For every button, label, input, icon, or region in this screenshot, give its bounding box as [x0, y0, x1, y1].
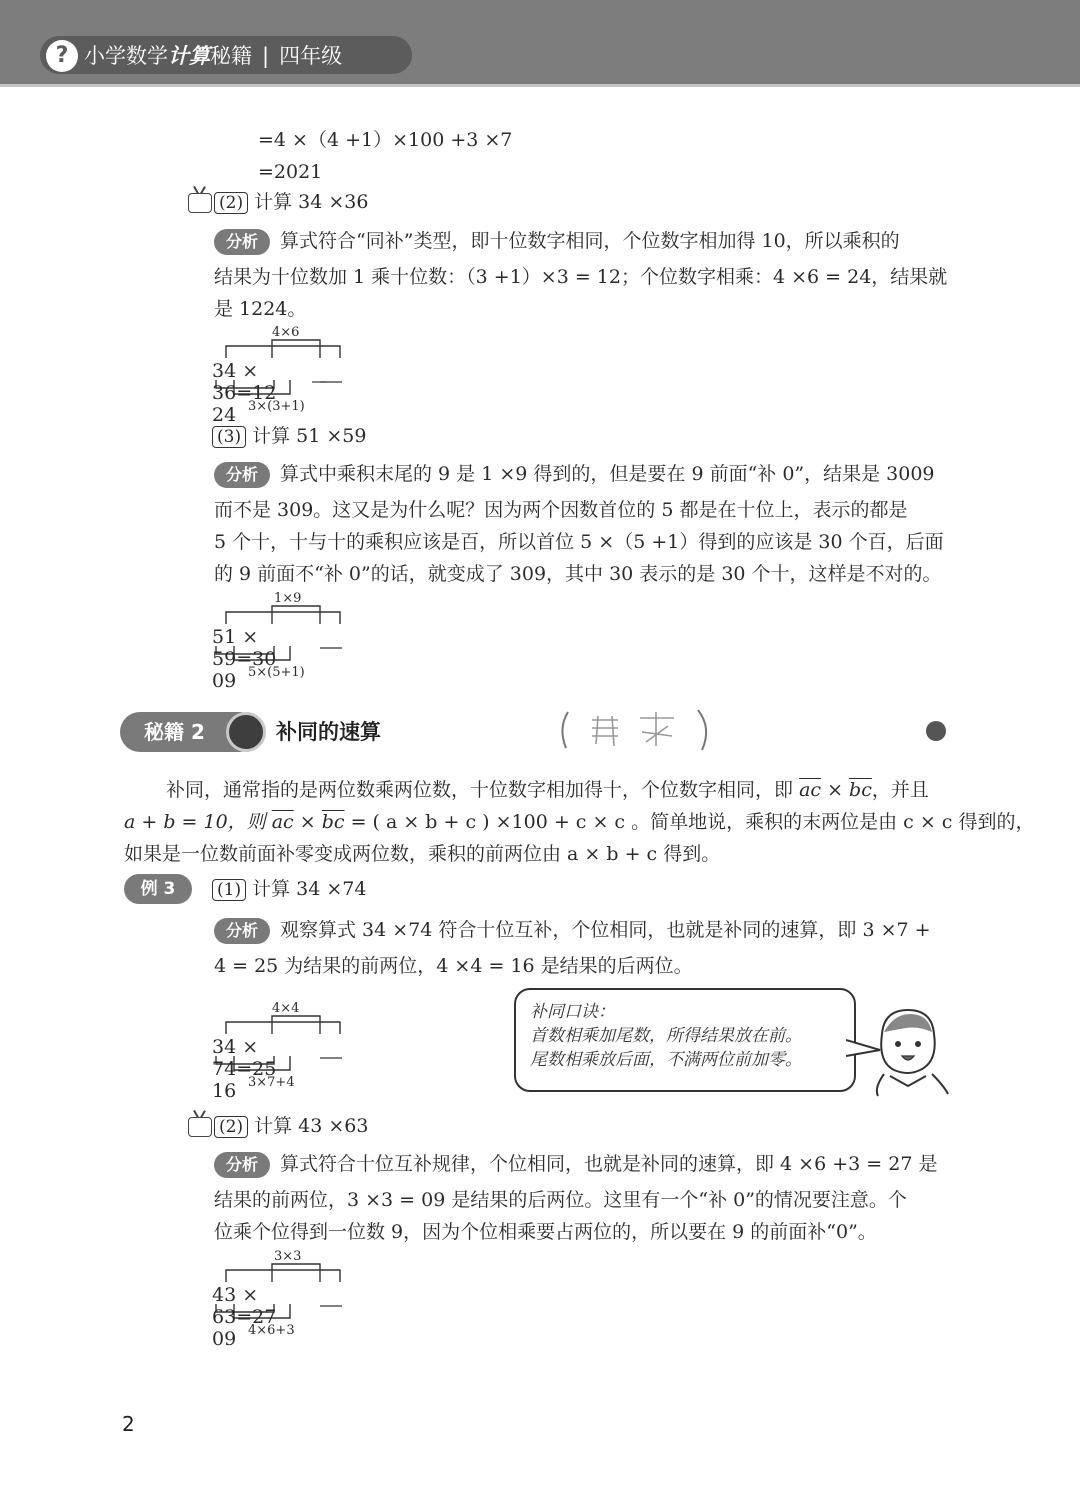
- analysis-text: 算式符合十位互补规律，个位相同，也就是补同的速算，即 4 ×6 +3 = 27 是: [280, 1153, 938, 1175]
- analysis-text: 算式中乘积末尾的 9 是 1 ×9 得到的，但是要在 9 前面“补 0”，结果是 3009: [280, 463, 935, 485]
- overline-ac: $\overline{ac}$: [271, 811, 294, 833]
- example-badge: 例 3: [124, 874, 192, 904]
- question-number: (2): [214, 1116, 248, 1138]
- bubble-line: 首数相乘加尾数，所得结果放在前。: [530, 1026, 802, 1046]
- tv-icon: [188, 1117, 212, 1137]
- analysis-line: 5 个十，十与十的乘积应该是百，所以首位 5 ×（5 +1）得到的应该是 30 个百，后面: [214, 531, 944, 553]
- factor-left: 34: [212, 1036, 237, 1058]
- equals-sign: =: [236, 1058, 253, 1080]
- overline-bc: $\overline{bc}$: [321, 811, 345, 833]
- result-back: 24: [212, 404, 237, 426]
- factor-left: 43: [212, 1284, 237, 1306]
- title-part-a: 小学数学: [84, 44, 168, 68]
- bubble-title: 补同口诀：: [530, 1002, 615, 1022]
- title-separator: |: [262, 44, 270, 68]
- multiply-sign: ×: [827, 779, 843, 801]
- result-front: 25: [252, 1058, 277, 1080]
- intro-line-3: 如果是一位数前面补零变成两位数，乘积的前两位由 a × b + c 得到。: [124, 843, 721, 865]
- diagram-bottom-label: 3×(3+1): [248, 399, 305, 414]
- overline-ac: $\overline{ac}$: [799, 779, 822, 801]
- diagram-equation: [212, 1284, 276, 1350]
- analysis-line: 的 9 前面不“补 0”的话，就变成了 309，其中 30 表示的是 30 个十，这样是不对的。: [214, 563, 942, 585]
- diagram-top-label: 4×4: [272, 1001, 300, 1016]
- section-label: 秘籍 2: [144, 720, 205, 744]
- result-back: 16: [212, 1080, 237, 1102]
- book-title: [84, 40, 342, 72]
- question-number: (3): [212, 426, 246, 448]
- section-end-dot-icon: [926, 721, 946, 741]
- intro-text: a + b = 10，则: [124, 811, 266, 833]
- multiply-sign: ×: [242, 626, 259, 648]
- diagram-top-label: 4×6: [272, 325, 300, 340]
- question-2-heading: [188, 190, 368, 214]
- analysis-line: [214, 225, 900, 257]
- result-front: 12: [252, 382, 277, 404]
- analysis-line: 4 = 25 为结果的前两位，4 ×4 = 16 是结果的后两位。: [214, 955, 693, 977]
- diagram-equation: [212, 1036, 276, 1102]
- analysis-line: 而不是 309。这又是为什么呢？因为两个因数首位的 5 都是在十位上，表示的都是: [214, 499, 908, 521]
- cartoon-character-icon: [864, 1004, 954, 1100]
- analysis-badge: 分析: [214, 462, 270, 488]
- title-part-c: 秘籍: [210, 44, 252, 68]
- intro-text: 补同，通常指的是两位数乘两位数，十位数字相加得十，个位数字相同，即: [166, 779, 794, 801]
- page-header: [0, 0, 1080, 87]
- analysis-text: 观察算式 34 ×74 符合十位互补，个位相同，也就是补同的速算，即 3 ×7 +: [280, 919, 931, 941]
- factor-left: 34: [212, 360, 237, 382]
- section-title: 补同的速算: [276, 720, 381, 744]
- page-number: 2: [122, 1412, 135, 1436]
- factor-left: 51: [212, 626, 237, 648]
- multiply-sign: ×: [299, 811, 316, 833]
- intro-line-2: [124, 806, 1034, 838]
- factor-right: 59: [212, 648, 237, 670]
- multiply-sign: ×: [242, 360, 259, 382]
- diagram-equation: [212, 626, 276, 692]
- diagram-equation: [212, 360, 276, 426]
- diagram-bottom-label: 4×6+3: [248, 1323, 295, 1338]
- overline-bc: $\overline{bc}$: [849, 779, 872, 801]
- multiply-sign: ×: [242, 1284, 259, 1306]
- calc-line-1: =4 ×（4 +1）×100 +3 ×7: [258, 129, 513, 151]
- analysis-badge: 分析: [214, 918, 270, 944]
- diagram-top-label: 3×3: [274, 1249, 302, 1264]
- question-number: (1): [212, 879, 246, 901]
- analysis-badge: 分析: [214, 1152, 270, 1178]
- calc-line-2: =2021: [258, 161, 323, 183]
- analysis-line: 结果的前两位，3 ×3 = 09 是结果的后两位。这里有一个“补 0”的情况要注意。个: [214, 1189, 907, 1211]
- handwritten-stamp: [556, 706, 716, 756]
- intro-text: = ( a × b + c ) ×100 + c × c 。简单地说，乘积的末两位是由 c × c 得到的，: [350, 811, 1035, 833]
- title-part-b: 计算: [168, 44, 210, 68]
- analysis-line: 位乘个位得到一位数 9，因为个位相乘要占两位的，所以要在 9 的前面补“0”。: [214, 1221, 877, 1243]
- diagram-bottom-label: 3×7+4: [248, 1075, 295, 1090]
- factor-right: 36: [212, 382, 237, 404]
- result-back: 09: [212, 670, 237, 692]
- question-text: 计算 34 ×36: [254, 191, 369, 213]
- analysis-text: 算式符合“同补”类型，即十位数字相同，个位数字相加得 10，所以乘积的: [280, 230, 900, 252]
- multiply-sign: ×: [242, 1036, 259, 1058]
- analysis-line: 结果为十位数加 1 乘十位数：（3 +1）×3 = 12；个位数字相乘：4 ×6 = 24，结果就: [214, 266, 948, 288]
- result-front: 27: [252, 1306, 277, 1328]
- grade-label: 四年级: [279, 44, 343, 68]
- analysis-line: [214, 914, 931, 946]
- handwritten-mark-icon: [556, 706, 716, 752]
- question-number: (2): [214, 192, 248, 214]
- section-dot-icon: [226, 712, 266, 752]
- intro-line-1: [166, 774, 929, 806]
- factor-right: 63: [212, 1306, 237, 1328]
- book-logo-icon: ?: [46, 40, 78, 72]
- equals-sign: =: [236, 1306, 253, 1328]
- question-3-heading: [212, 424, 366, 448]
- analysis-line: [214, 458, 935, 490]
- question-text: 计算 34 ×74: [252, 878, 367, 900]
- question-text: 计算 51 ×59: [252, 425, 367, 447]
- example-q2-heading: [188, 1114, 368, 1138]
- diagram-bottom-label: 5×(5+1): [248, 665, 305, 680]
- result-back: 09: [212, 1328, 237, 1350]
- tv-icon: [188, 193, 212, 213]
- analysis-line: 是 1224。: [214, 298, 307, 320]
- equals-sign: =: [236, 382, 253, 404]
- diagram-top-label: 1×9: [274, 591, 302, 606]
- analysis-line: [214, 1148, 937, 1180]
- example-q1-heading: [212, 877, 366, 901]
- question-text: 计算 43 ×63: [254, 1115, 369, 1137]
- analysis-badge: 分析: [214, 229, 270, 255]
- result-front: 30: [252, 648, 277, 670]
- intro-text: ，并且: [871, 779, 929, 801]
- factor-right: 74: [212, 1058, 237, 1080]
- equals-sign: =: [236, 648, 253, 670]
- bubble-line: 尾数相乘放后面，不满两位前加零。: [530, 1050, 802, 1070]
